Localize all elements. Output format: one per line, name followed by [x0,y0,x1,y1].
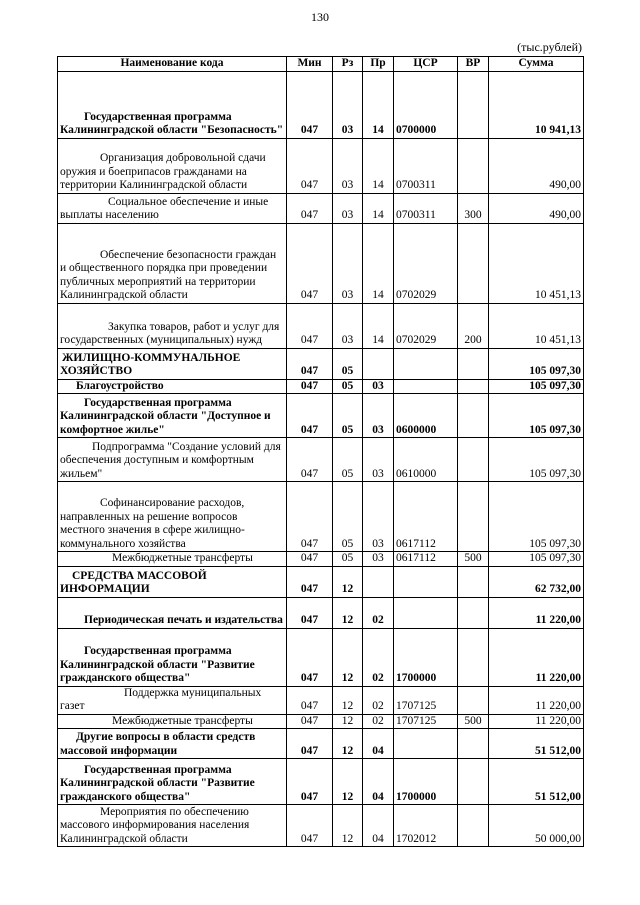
cell-csr: 0700311 [394,138,458,193]
table-row [58,566,584,597]
table-row [58,394,584,438]
cell-sum: 105 097,30 [489,438,584,482]
cell-vr [458,759,489,805]
cell-vr [458,805,489,847]
cell-csr: 1702012 [394,805,458,847]
cell-csr [394,597,458,628]
cell-vr: 200 [458,303,489,348]
header-name: Наименование кода [58,57,287,72]
cell-csr: 0700000 [394,71,458,138]
cell-sum: 10 451,13 [489,223,584,303]
page-number: 130 [311,10,329,24]
cell-vr [458,729,489,759]
cell-pr: 14 [363,138,394,193]
cell-min: 047 [287,597,333,628]
cell-name: Организация добровольной сдачи оружия и боеприпасов гражданами на территории Калининградской области [58,138,287,193]
cell-sum: 490,00 [489,193,584,223]
cell-vr [458,482,489,552]
cell-pr: 04 [363,759,394,805]
table-row [58,714,584,729]
cell-sum: 51 512,00 [489,759,584,805]
header-min: Мин [287,57,333,72]
cell-name: СРЕДСТВА МАССОВОЙ ИНФОРМАЦИИ [58,566,287,597]
cell-csr: 0702029 [394,223,458,303]
table-row [58,379,584,394]
cell-sum: 11 220,00 [489,714,584,729]
table-row [58,348,584,379]
table-row [58,438,584,482]
cell-vr [458,628,489,686]
cell-rz: 05 [333,348,363,379]
cell-pr: 04 [363,805,394,847]
cell-vr [458,71,489,138]
cell-name: Благоустройство [58,379,287,394]
cell-pr: 02 [363,686,394,714]
cell-sum: 105 097,30 [489,348,584,379]
cell-csr: 1707125 [394,714,458,729]
cell-pr: 14 [363,71,394,138]
table-row [58,482,584,552]
table-row [58,552,584,567]
cell-rz: 03 [333,193,363,223]
table-row [58,686,584,714]
cell-pr: 03 [363,482,394,552]
cell-sum: 10 941,13 [489,71,584,138]
cell-name: Подпрограмма "Создание условий для обеспечения доступным и комфортным жильем" [58,438,287,482]
cell-pr: 02 [363,714,394,729]
cell-pr: 14 [363,303,394,348]
cell-name: Софинансирование расходов, направленных на решение вопросов местного значения в сфере жилищно-коммунального хозяйства [58,482,287,552]
table-row [58,223,584,303]
cell-vr [458,438,489,482]
cell-sum: 11 220,00 [489,686,584,714]
cell-min: 047 [287,193,333,223]
cell-csr: 1700000 [394,628,458,686]
cell-vr [458,394,489,438]
table-row [58,805,584,847]
cell-csr: 1707125 [394,686,458,714]
cell-sum: 490,00 [489,138,584,193]
cell-min: 047 [287,348,333,379]
table-body [58,71,584,847]
cell-name: Социальное обеспечение и иные выплаты населению [58,193,287,223]
cell-pr: 02 [363,597,394,628]
table-row [58,303,584,348]
cell-pr: 04 [363,729,394,759]
cell-sum: 50 000,00 [489,805,584,847]
header-pr: Пр [363,57,394,72]
cell-csr: 0600000 [394,394,458,438]
cell-name: Государственная программа Калининградской области "Доступное и комфортное жилье" [58,394,287,438]
cell-rz: 05 [333,438,363,482]
table-row [58,759,584,805]
cell-vr [458,348,489,379]
cell-csr: 0610000 [394,438,458,482]
table-header [58,57,584,72]
table-row [58,193,584,223]
cell-sum: 105 097,30 [489,552,584,567]
cell-rz: 12 [333,566,363,597]
cell-min: 047 [287,303,333,348]
cell-rz: 12 [333,714,363,729]
cell-pr: 14 [363,223,394,303]
units-label: (тыс.рублей) [517,40,582,54]
cell-rz: 03 [333,223,363,303]
cell-min: 047 [287,686,333,714]
header-rz: Рз [333,57,363,72]
cell-name: Поддержка муниципальных газет [58,686,287,714]
cell-rz: 05 [333,552,363,567]
cell-pr: 02 [363,628,394,686]
cell-min: 047 [287,138,333,193]
cell-csr [394,566,458,597]
cell-min: 047 [287,223,333,303]
cell-vr: 300 [458,193,489,223]
cell-rz: 12 [333,597,363,628]
cell-pr: 03 [363,379,394,394]
cell-min: 047 [287,759,333,805]
cell-csr [394,729,458,759]
cell-pr: 14 [363,193,394,223]
cell-csr: 0617112 [394,552,458,567]
cell-rz: 12 [333,805,363,847]
cell-rz: 05 [333,379,363,394]
cell-vr: 500 [458,714,489,729]
cell-sum: 105 097,30 [489,379,584,394]
cell-csr: 0617112 [394,482,458,552]
cell-vr [458,566,489,597]
cell-sum: 105 097,30 [489,482,584,552]
cell-sum: 11 220,00 [489,597,584,628]
cell-vr [458,379,489,394]
table-row [58,138,584,193]
cell-rz: 05 [333,482,363,552]
table-row [58,729,584,759]
cell-csr [394,348,458,379]
cell-min: 047 [287,379,333,394]
cell-csr: 1700000 [394,759,458,805]
cell-min: 047 [287,628,333,686]
cell-pr: 03 [363,394,394,438]
header-vr: ВР [458,57,489,72]
cell-vr [458,138,489,193]
cell-rz: 12 [333,686,363,714]
cell-rz: 12 [333,628,363,686]
header-sum: Сумма [489,57,584,72]
cell-rz: 03 [333,138,363,193]
cell-vr: 500 [458,552,489,567]
cell-rz: 03 [333,303,363,348]
cell-min: 047 [287,729,333,759]
cell-pr [363,348,394,379]
cell-name: Обеспечение безопасности граждан и общественного порядка при проведении публичных мероприятий на территории Калининградской области [58,223,287,303]
cell-name: Другие вопросы в области средств массовой информации [58,729,287,759]
cell-rz: 03 [333,71,363,138]
cell-pr [363,566,394,597]
cell-csr [394,379,458,394]
cell-name: Государственная программа Калининградской области "Развитие гражданского общества" [58,759,287,805]
cell-pr: 03 [363,438,394,482]
cell-sum: 11 220,00 [489,628,584,686]
cell-min: 047 [287,805,333,847]
table-row [58,597,584,628]
cell-rz: 05 [333,394,363,438]
table-row [58,71,584,138]
cell-sum: 51 512,00 [489,729,584,759]
cell-pr: 03 [363,552,394,567]
cell-name: Мероприятия по обеспечению массового информирования населения Калининградской области [58,805,287,847]
cell-name: Межбюджетные трансферты [58,714,287,729]
cell-csr: 0700311 [394,193,458,223]
cell-name: Государственная программа Калининградской области "Развитие гражданского общества" [58,628,287,686]
cell-min: 047 [287,394,333,438]
budget-table [57,56,584,847]
cell-min: 047 [287,71,333,138]
table-row [58,628,584,686]
header-csr: ЦСР [394,57,458,72]
cell-min: 047 [287,552,333,567]
cell-csr: 0702029 [394,303,458,348]
cell-name: Периодическая печать и издательства [58,597,287,628]
cell-name: ЖИЛИЩНО-КОММУНАЛЬНОЕ ХОЗЯЙСТВО [58,348,287,379]
cell-vr [458,597,489,628]
cell-min: 047 [287,438,333,482]
cell-rz: 12 [333,729,363,759]
cell-name: Межбюджетные трансферты [58,552,287,567]
cell-min: 047 [287,566,333,597]
cell-vr [458,223,489,303]
cell-sum: 10 451,13 [489,303,584,348]
cell-min: 047 [287,714,333,729]
cell-min: 047 [287,482,333,552]
cell-name: Государственная программа Калининградской области "Безопасность" [58,71,287,138]
cell-rz: 12 [333,759,363,805]
cell-sum: 62 732,00 [489,566,584,597]
cell-vr [458,686,489,714]
cell-name: Закупка товаров, работ и услуг для государственных (муниципальных) нужд [58,303,287,348]
cell-sum: 105 097,30 [489,394,584,438]
